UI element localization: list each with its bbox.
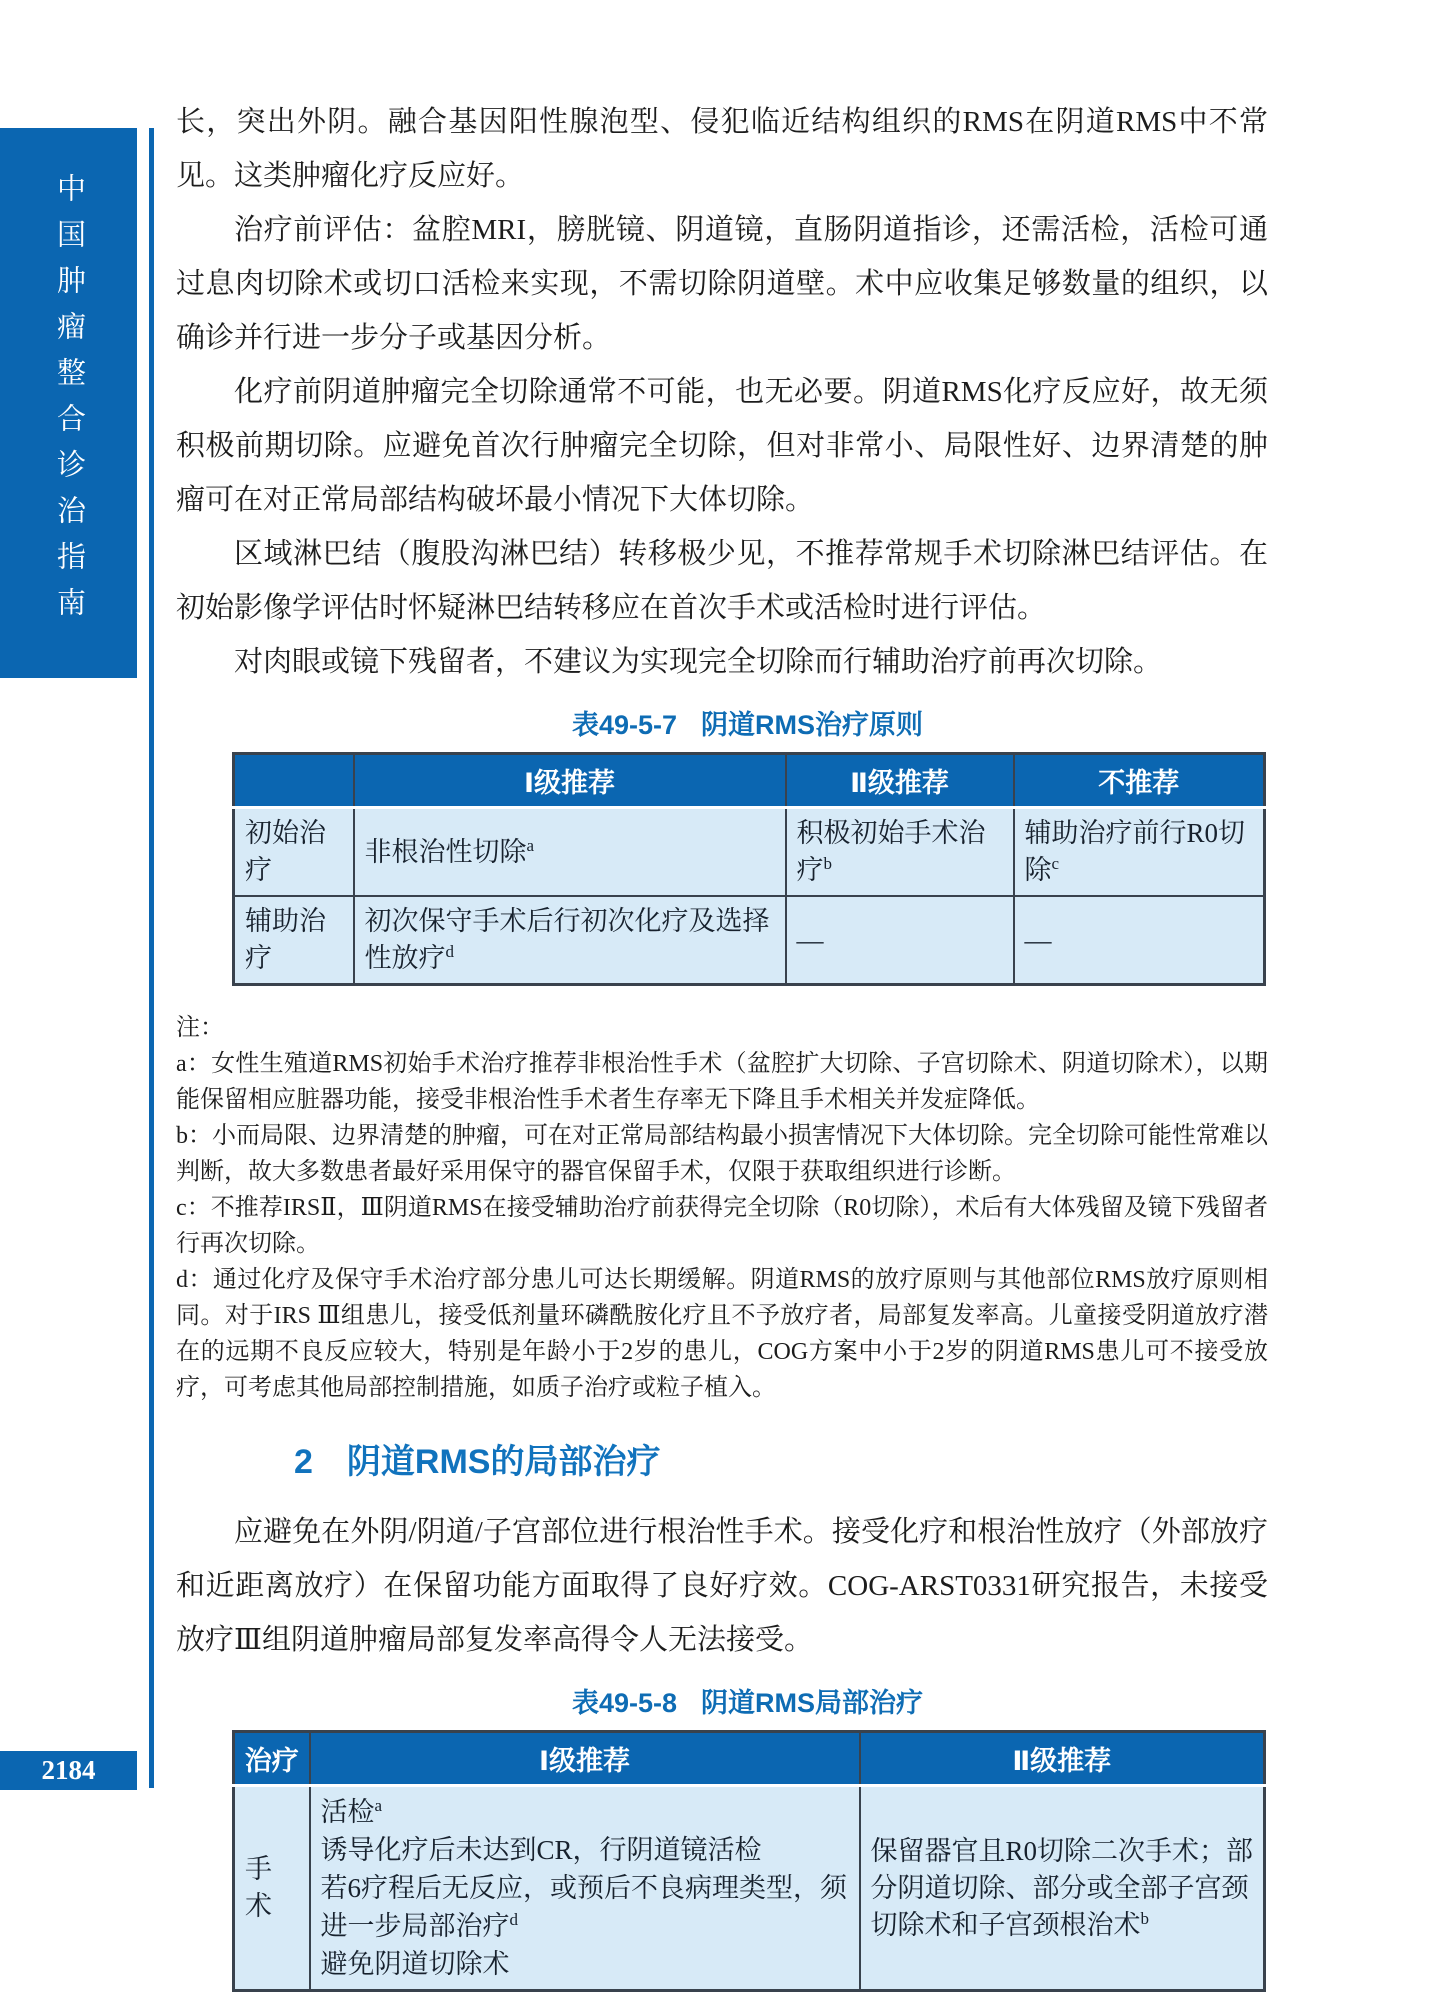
- table1-row2-cell-notrec-dash: —: [1014, 896, 1265, 985]
- table2-level1-item-avoid-vaginectomy: [321, 1945, 849, 1983]
- table2-level1-item-local-therapy: [321, 1869, 849, 1945]
- table1-row2-cell-level2-dash: —: [786, 896, 1014, 985]
- table1-row1-label: 初始治疗: [234, 808, 354, 897]
- footnote-mark-d: d: [445, 942, 454, 961]
- table2-caption-label: 表49-5-8: [571, 1688, 678, 1718]
- footnote-mark-b: b: [1140, 1908, 1149, 1928]
- cell-text: 避免阴道切除术: [320, 1949, 510, 1979]
- paragraph-local-treatment: 应避免在外阴/阴道/子宫部位进行根治性手术。接受化疗和根治性放疗（外部放疗和近距离放疗）在保留功能方面取得了良好疗效。COG-ARST0331研究报告，未接受放疗Ⅲ组阴道肿瘤局部复发率高得令人无法接受。: [176, 1516, 1268, 1656]
- table2-caption-title: 阴道RMS局部治疗: [701, 1688, 924, 1718]
- table-vaginal-rms-treatment-principles: [232, 752, 1266, 986]
- note-d: d：通过化疗及保守手术治疗部分患儿可达长期缓解。阴道RMS的放疗原则与其他部位RMS放疗原则相同。对于IRS Ⅲ组患儿，接受低剂量环磷酰胺化疗且不予放疗者，局部复发率高。儿童接受阴道放疗潜在的远期不良反应较大，特别是年龄小于2岁的患儿，COG方案中小于2岁的阴道RMS患儿可不接受放疗，可考虑其他局部控制措施，如质子治疗或粒子植入。: [176, 1267, 1268, 1401]
- table1-caption-label: 表49-5-7: [571, 710, 678, 740]
- main-content: [176, 95, 1268, 1992]
- cell-text: 初次保守手术后行初次化疗及选择性放疗: [364, 906, 770, 973]
- paragraph-pretreatment-evaluation: 治疗前评估：盆腔MRI，膀胱镜、阴道镜，直肠阴道指诊，还需活检，活检可通过息肉切除术或切口活检来实现，不需切除阴道壁。术中应收集足够数量的组织，以确诊并行进一步分子或基因分析。: [176, 214, 1268, 354]
- page-number-badge: [0, 1751, 137, 1790]
- section-heading-local-treatment: [294, 1434, 1268, 1483]
- table1-header-level1: Ⅰ级推荐: [354, 754, 786, 808]
- table2-caption: [232, 1681, 1263, 1720]
- section-title: 阴道RMS的局部治疗: [346, 1443, 661, 1481]
- note-b: b：小而局限、边界清楚的肿瘤，可在对正常局部结构最小损害情况下大体切除。完全切除可能性常难以判断，故大多数患者最好采用保守的器官保留手术，仅限于获取组织进行诊断。: [176, 1123, 1268, 1185]
- note-c: c：不推荐IRSⅡ，Ⅲ阴道RMS在接受辅助治疗前获得完全切除（R0切除），术后有大体残留及镜下残留者行再次切除。: [176, 1195, 1268, 1257]
- page-number: 2184: [41, 1755, 96, 1785]
- table1-footnotes: [176, 1010, 1268, 1406]
- cell-text: 积极初始手术治疗: [796, 818, 986, 885]
- table1-row1-cell-level2: [786, 808, 1014, 897]
- section-number: 2: [294, 1443, 313, 1481]
- spine-divider-line: [149, 128, 154, 1788]
- cell-text: 若6疗程后无反应，或预后不良病理类型，须进一步局部治疗: [320, 1873, 847, 1941]
- table1-header-empty: [234, 754, 354, 808]
- table-vaginal-rms-local-treatment: [232, 1730, 1266, 1992]
- table2-header-treatment: 治疗: [234, 1732, 310, 1786]
- footnote-mark-d: d: [509, 1910, 518, 1929]
- table1-caption: [232, 703, 1263, 742]
- table1-row1-cell-level1: [354, 808, 786, 897]
- table1-header-level2: Ⅱ级推荐: [786, 754, 1014, 808]
- table2-level1-item-biopsy: [321, 1793, 849, 1831]
- note-a: a：女性生殖道RMS初始手术治疗推荐非根治性手术（盆腔扩大切除、子宫切除术、阴道切除术），以期能保留相应脏器功能，接受非根治性手术者生存率无下降且手术相关并发症降低。: [176, 1051, 1268, 1113]
- table2-level1-item-colposcopy: [321, 1831, 849, 1869]
- table1-row1-cell-notrec: [1014, 808, 1265, 897]
- paragraph-prechemo-resection: 化疗前阴道肿瘤完全切除通常不可能，也无必要。阴道RMS化疗反应好，故无须积极前期切除。应避免首次行肿瘤完全切除，但对非常小、局限性好、边界清楚的肿瘤可在对正常局部结构破坏最小情况下大体切除。: [176, 376, 1268, 516]
- table1-caption-title: 阴道RMS治疗原则: [701, 710, 924, 740]
- footnote-mark-a: a: [374, 1796, 383, 1815]
- paragraph-lymph-nodes: 区域淋巴结（腹股沟淋巴结）转移极少见，不推荐常规手术切除淋巴结评估。在初始影像学评估时怀疑淋巴结转移应在首次手术或活检时进行评估。: [176, 538, 1268, 624]
- table2-header-level1: Ⅰ级推荐: [310, 1732, 860, 1786]
- table2-cell-level2: [860, 1786, 1265, 1991]
- table2-row-label: 手术: [234, 1786, 310, 1991]
- table1-row-adjuvant-treatment: [234, 896, 1265, 985]
- notes-heading: 注：: [176, 1015, 224, 1041]
- cell-text: 保留器官且R0切除二次手术；部分阴道切除、部分或全部子宫颈切除术和子宫颈根治术: [870, 1835, 1254, 1940]
- table2-header-row: [234, 1732, 1265, 1786]
- book-spine: [0, 128, 137, 678]
- spine-title: 中国肿瘤整合诊治指南: [53, 173, 85, 633]
- table1-row2-label: 辅助治疗: [234, 896, 354, 985]
- footnote-mark-b: b: [823, 854, 832, 873]
- table2-cell-level1: [310, 1786, 860, 1991]
- cell-text: 诱导化疗后未达到CR，行阴道镜活检: [320, 1835, 762, 1865]
- paragraph-residual-disease: 对肉眼或镜下残留者，不建议为实现完全切除而行辅助治疗前再次切除。: [234, 646, 1163, 678]
- cell-text: 活检: [320, 1797, 375, 1827]
- table1-header-row: [234, 754, 1265, 808]
- table1-header-not-recommended: 不推荐: [1014, 754, 1265, 808]
- table1-row2-cell-level1: [354, 896, 786, 985]
- table1-row-initial-treatment: [234, 808, 1265, 897]
- cell-text: 非根治性切除: [364, 836, 527, 867]
- paragraph-continuation: 长，突出外阴。融合基因阳性腺泡型、侵犯临近结构组织的RMS在阴道RMS中不常见。这类肿瘤化疗反应好。: [176, 106, 1268, 192]
- spacer: [176, 1483, 1268, 1505]
- table2-row-surgery: [234, 1786, 1265, 1991]
- footnote-mark-c: c: [1051, 854, 1060, 873]
- cell-text: 辅助治疗前行R0切除: [1024, 818, 1246, 885]
- table2-header-level2: Ⅱ级推荐: [860, 1732, 1265, 1786]
- footnote-mark-a: a: [526, 835, 535, 855]
